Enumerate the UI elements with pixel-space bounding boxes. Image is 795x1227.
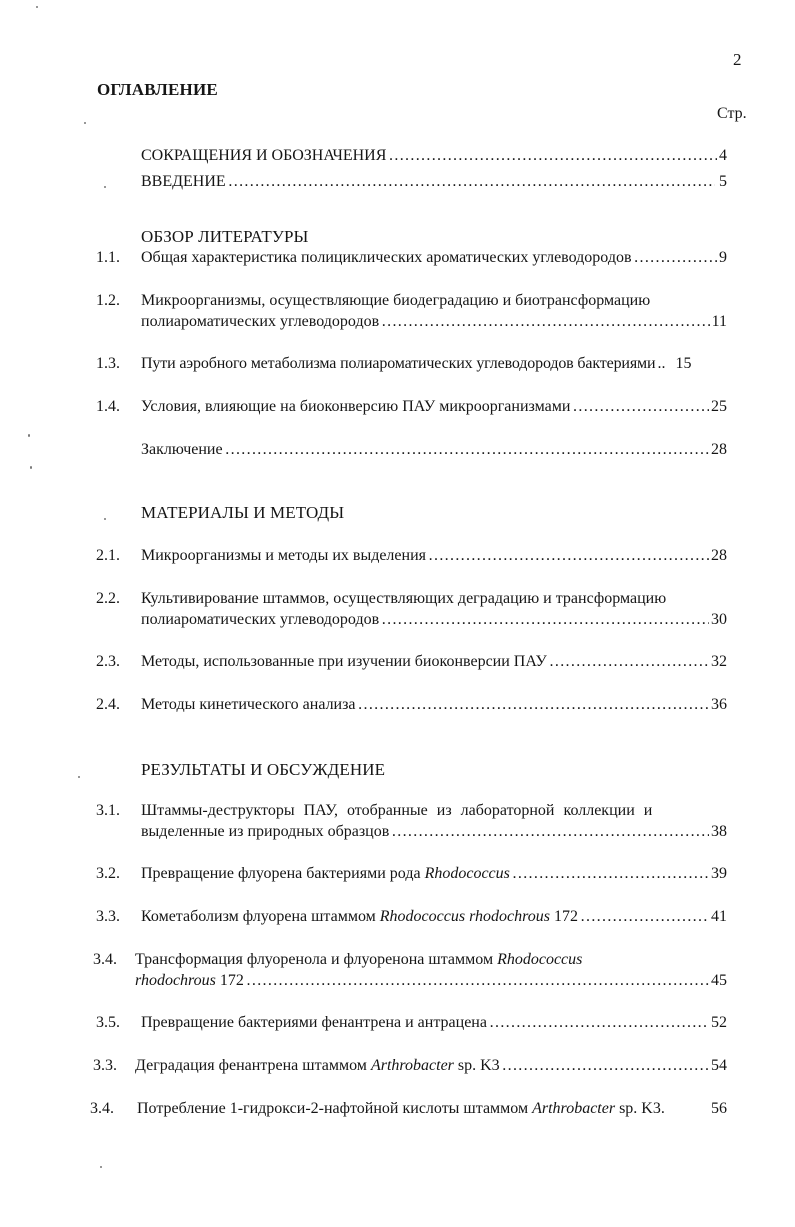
toc-entry-text: Методы, использованные при изучении биоконверсии ПАУ <box>141 653 547 670</box>
toc-entry-3-2[interactable] <box>141 864 727 884</box>
toc-entry-text: полиароматических углеводородов <box>141 313 380 330</box>
toc-entry-page: 25 <box>711 398 727 415</box>
toc-entry-abbreviations[interactable] <box>141 146 727 166</box>
toc-entry-3-5[interactable] <box>141 1013 727 1033</box>
toc-num: 2.2. <box>96 590 120 607</box>
section-title-methods: МАТЕРИАЛЫ И МЕТОДЫ <box>141 503 345 522</box>
toc-entry-page: 54 <box>711 1057 727 1074</box>
toc-entry-text: полиароматических углеводородов <box>141 611 380 628</box>
scan-speck <box>84 122 86 124</box>
toc-entry-page: 28 <box>711 441 727 458</box>
toc-entry-3-1-line1[interactable] <box>141 801 701 821</box>
toc-entry-page: 11 <box>711 313 727 330</box>
toc-entry-3-3b[interactable] <box>135 1056 727 1076</box>
toc-entry-page: 15 <box>675 355 692 372</box>
toc-entry-text: rhodochrous 172 <box>135 972 244 989</box>
toc-entry-2-4[interactable] <box>141 695 727 715</box>
toc-entry-text: Превращение бактериями фенантрена и антрацена <box>141 1014 487 1031</box>
toc-entry-1-2[interactable] <box>141 312 727 332</box>
scan-speck <box>36 6 38 8</box>
toc-entry-page: 4 <box>719 147 727 164</box>
toc-entry-page: 28 <box>711 547 727 564</box>
toc-num: 2.3. <box>96 653 120 670</box>
toc-num: 1.2. <box>96 292 120 309</box>
toc-num: 3.4. <box>93 951 117 968</box>
toc-entry-1-2-line1[interactable]: Микроорганизмы, осуществляющие биодеградацию и биотрансформацию <box>141 292 651 309</box>
toc-entry-text: Заключение <box>141 441 223 458</box>
toc-entry-1-3[interactable]: Пути аэробного метаболизма полиароматических углеводородов бактериями .. 15 <box>141 355 692 372</box>
toc-num: 1.1. <box>96 249 120 266</box>
section-title-literature: ОБЗОР ЛИТЕРАТУРЫ <box>141 227 309 246</box>
toc-entry-page: 9 <box>719 249 727 266</box>
toc-entry-text: Деградация фенантрена штаммом Arthrobacter sp. K3 <box>135 1057 500 1074</box>
toc-num: 2.1. <box>96 547 120 564</box>
toc-entry-page: 41 <box>711 908 727 925</box>
scan-speck <box>30 466 32 469</box>
toc-title: ОГЛАВЛЕНИЕ <box>97 80 218 99</box>
toc-entry-2-2[interactable] <box>141 610 727 630</box>
toc-entry-text: Потребление 1-гидрокси-2-нафтойной кислоты штаммом Arthrobacter sp. K3. <box>137 1100 665 1117</box>
toc-entry-text: Кометаболизм флуорена штаммом Rhodococcus rhodochrous 172 <box>141 908 578 925</box>
toc-entry-text: Методы кинетического анализа <box>141 696 356 713</box>
toc-entry-2-1[interactable] <box>141 546 727 566</box>
toc-entry-page: 52 <box>711 1014 727 1031</box>
scan-speck <box>104 186 106 188</box>
page-number: 2 <box>733 50 742 69</box>
toc-entry-text: Превращение флуорена бактериями рода Rhodococcus <box>141 865 510 882</box>
toc-entry-page: 36 <box>711 696 727 713</box>
toc-entry-3-4b[interactable] <box>137 1099 727 1119</box>
toc-num: 3.3. <box>96 908 120 925</box>
toc-entry-text: Штаммы-деструкторы ПАУ, отобранные из лабораторной коллекции и <box>141 802 653 819</box>
toc-entry-3-4[interactable] <box>135 971 727 991</box>
toc-entry-page: 45 <box>711 972 727 989</box>
toc-entry-text: Общая характеристика полициклических ароматических углеводородов <box>141 249 632 266</box>
toc-entry-1-1[interactable] <box>141 248 727 268</box>
toc-entry-page: 39 <box>711 865 727 882</box>
toc-num: 3.1. <box>96 802 120 819</box>
toc-entry-text: Микроорганизмы и методы их выделения <box>141 547 426 564</box>
toc-entry-3-4-line1[interactable]: Трансформация флуоренола и флуоренона штаммом Rhodococcus <box>135 951 583 968</box>
toc-num: 1.3. <box>96 355 120 372</box>
toc-entry-1-4[interactable] <box>141 397 727 417</box>
toc-num: 3.3. <box>93 1057 117 1074</box>
toc-entry-conclusion[interactable] <box>141 440 727 460</box>
toc-entry-page: 30 <box>711 611 727 628</box>
scan-speck <box>28 434 30 437</box>
toc-entry-text: Условия, влияющие на биоконверсию ПАУ микроорганизмами <box>141 398 571 415</box>
scan-speck <box>104 518 106 520</box>
page-column-label: Стр. <box>717 105 747 122</box>
section-title-results: РЕЗУЛЬТАТЫ И ОБСУЖДЕНИЕ <box>141 760 386 779</box>
toc-num: 3.5. <box>96 1014 120 1031</box>
toc-entry-text: Пути аэробного метаболизма полиароматических углеводородов бактериями <box>141 355 656 372</box>
toc-num: 2.4. <box>96 696 120 713</box>
toc-num: 1.4. <box>96 398 120 415</box>
toc-entry-2-3[interactable] <box>141 652 727 672</box>
toc-entry-page: 56 <box>711 1100 727 1117</box>
toc-entry-introduction[interactable] <box>141 172 727 192</box>
scan-speck <box>78 776 80 778</box>
toc-entry-page: 5 <box>719 173 727 190</box>
toc-entry-text: ВВЕДЕНИЕ <box>141 173 226 190</box>
toc-num: 3.4. <box>90 1100 114 1117</box>
toc-entry-2-2-line1[interactable]: Культивирование штаммов, осуществляющих деградацию и трансформацию <box>141 590 667 607</box>
toc-entry-text: СОКРАЩЕНИЯ И ОБОЗНАЧЕНИЯ <box>141 147 387 164</box>
toc-entry-3-1[interactable] <box>141 822 727 842</box>
toc-entry-text: выделенные из природных образцов <box>141 823 390 840</box>
toc-num: 3.2. <box>96 865 120 882</box>
scan-speck <box>100 1166 102 1168</box>
toc-entry-3-3[interactable] <box>141 907 727 927</box>
toc-entry-page: 38 <box>711 823 727 840</box>
toc-entry-page: 32 <box>711 653 727 670</box>
